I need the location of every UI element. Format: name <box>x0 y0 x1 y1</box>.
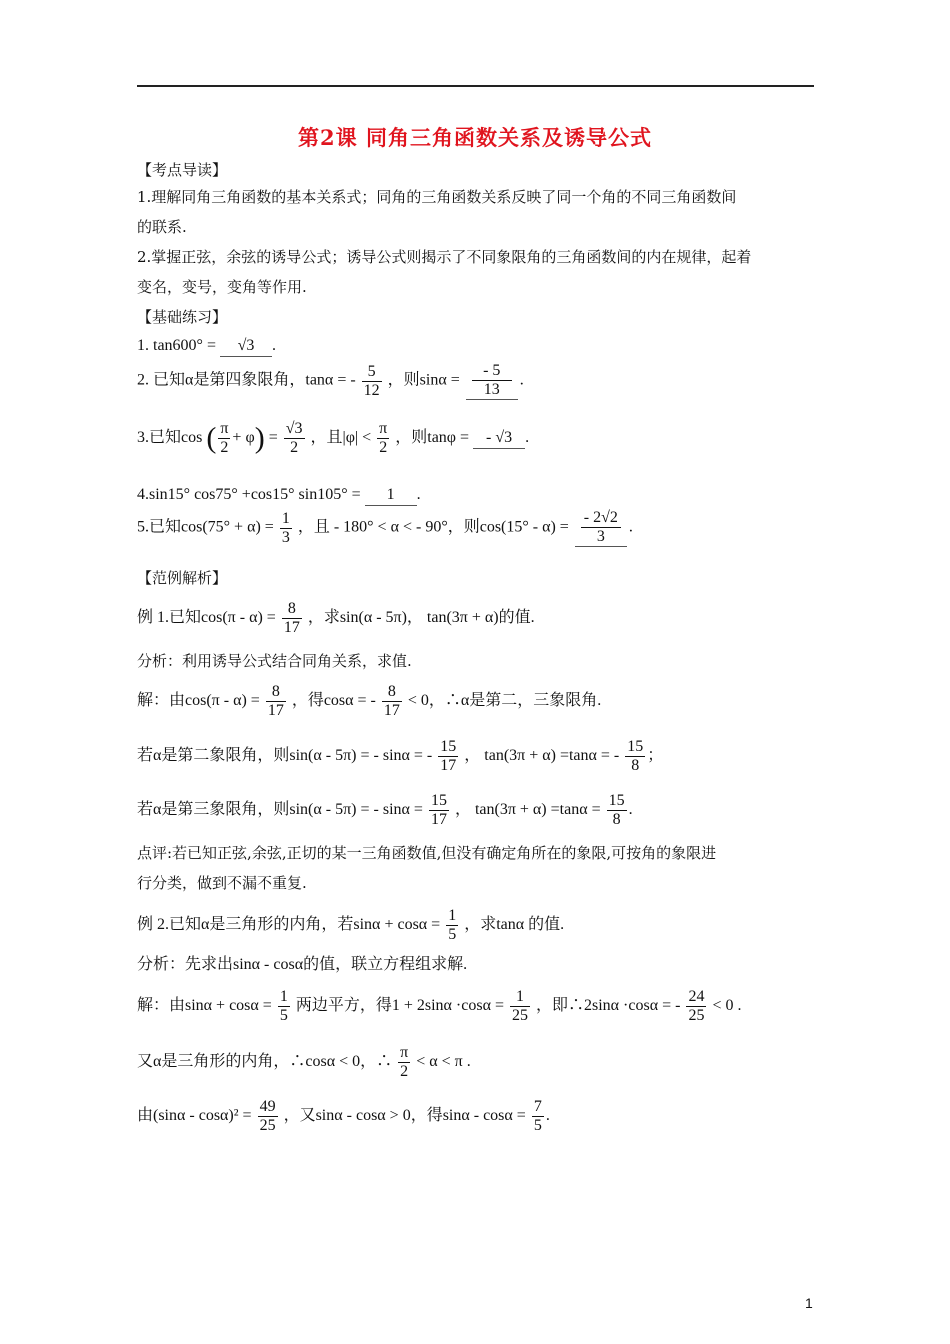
punct: . <box>628 518 633 536</box>
denominator: 12 <box>363 381 380 399</box>
right-paren: ) <box>254 421 265 455</box>
comment-line: 行分类，做到不漏不重复. <box>137 874 307 892</box>
solution-line <box>137 792 817 829</box>
solution-text: < α < π . <box>416 1053 471 1071</box>
exercise-4 <box>137 485 817 506</box>
solution-line <box>137 683 817 720</box>
fraction <box>382 683 402 720</box>
denominator: 17 <box>440 757 457 774</box>
section-heading: 【范例解析】 <box>137 569 228 587</box>
fraction <box>607 792 627 829</box>
page-title: 第2课 同角三角函数关系及诱导公式 <box>298 125 652 150</box>
fraction <box>438 738 458 775</box>
solution-text: ，即∴2sinα ·cosα = - <box>535 997 681 1015</box>
example-2 <box>137 907 817 944</box>
numerator: 49 <box>259 1098 276 1115</box>
fraction <box>362 363 382 400</box>
fraction <box>282 600 302 637</box>
solution-text: 又α是三角形的内角，∴cosα < 0，∴ <box>137 1053 393 1071</box>
fraction <box>377 420 389 457</box>
example-text: 例 1.已知cos(π - α) = <box>137 609 276 627</box>
exercise-text: 4.sin15° cos75° +cos15° sin105° = <box>137 486 361 503</box>
exercise-text: 5.已知cos(75° + α) = <box>137 518 274 536</box>
guide-line: 变名，变号，变角等作用. <box>137 278 307 296</box>
denominator: 17 <box>267 702 284 719</box>
exercise-5 <box>137 509 817 547</box>
fraction <box>446 907 458 944</box>
punct: . <box>271 337 276 354</box>
fraction <box>398 1044 410 1081</box>
numerator: 15 <box>627 738 644 755</box>
denominator: 5 <box>533 1117 542 1134</box>
numerator: 1 <box>281 509 290 527</box>
exercise-1 <box>137 336 817 357</box>
numerator: - 2√2 <box>581 509 621 528</box>
example-text: ，求tanα 的值. <box>464 916 565 934</box>
denominator: 2 <box>290 439 299 456</box>
numerator: π <box>400 1044 409 1061</box>
answer-blank: 1 <box>365 485 417 506</box>
fraction <box>278 988 290 1025</box>
denominator: 5 <box>448 926 457 943</box>
guide-line: 2.掌握正弦，余弦的诱导公式；诱导公式则揭示了不同象限角的三角函数间的内在规律，起着 <box>137 248 752 266</box>
fraction <box>625 738 645 775</box>
numerator: 5 <box>362 363 382 382</box>
punct: . <box>525 429 530 447</box>
solution-text: 解：由sinα + cosα = <box>137 997 272 1015</box>
denominator: 13 <box>483 381 500 398</box>
exercise-text: + φ <box>232 429 255 447</box>
answer-blank <box>466 362 518 400</box>
solution-text: 若α是第二象限角，则sin(α - 5π) = - sinα = - <box>137 747 433 765</box>
numerator: 24 <box>688 988 705 1005</box>
denominator: 25 <box>688 1007 705 1024</box>
fraction <box>686 988 706 1025</box>
solution-text: 解：由cos(π - α) = <box>137 692 260 710</box>
fraction <box>284 420 305 457</box>
fraction <box>429 792 449 829</box>
guide-line: 的联系. <box>137 218 187 236</box>
analysis-line: 分析：先求出sinα - cosα的值，联立方程组求解. <box>137 956 468 973</box>
denominator: 8 <box>631 757 640 774</box>
solution-text: 若α是第三象限角，则sin(α - 5π) = - sinα = <box>137 801 423 819</box>
denominator: 2 <box>220 439 229 456</box>
solution-line <box>137 1098 817 1135</box>
exercise-2 <box>137 362 817 400</box>
numerator: 8 <box>282 600 302 619</box>
denominator: 2 <box>400 1063 409 1080</box>
numerator: 15 <box>430 792 447 809</box>
exercise-text: ，且 - 180° < α < - 90°，则cos(15° - α) = <box>297 518 569 536</box>
fraction <box>266 683 286 720</box>
answer-blank: √3 <box>220 336 272 357</box>
numerator: 7 <box>533 1098 542 1115</box>
exercise-3 <box>137 420 817 457</box>
solution-line <box>137 988 817 1025</box>
analysis-line: 分析：利用诱导公式结合同角关系，求值. <box>137 652 412 670</box>
punct: . <box>416 486 421 503</box>
punct: . <box>519 371 524 389</box>
example-text: ，求sin(α - 5π)， tan(3π + α)的值. <box>307 609 535 627</box>
numerator: π <box>379 420 388 437</box>
punct: . <box>628 801 633 819</box>
fraction <box>258 1098 278 1135</box>
section-heading: 【基础练习】 <box>137 308 228 326</box>
punct: ； <box>647 747 664 765</box>
fraction <box>218 420 230 457</box>
denominator: 17 <box>430 811 447 828</box>
denominator: 2 <box>379 439 388 456</box>
section-heading: 【考点导读】 <box>137 161 228 179</box>
answer-blank: - √3 <box>473 428 525 449</box>
left-paren: ( <box>206 421 217 455</box>
numerator: 15 <box>440 738 457 755</box>
header-rule <box>137 85 814 87</box>
numerator: 15 <box>608 792 625 809</box>
numerator: 1 <box>448 907 457 924</box>
denominator: 17 <box>383 702 400 719</box>
solution-text: 两边平方，得1 + 2sinα ·cosα = <box>295 997 504 1015</box>
solution-line <box>137 738 817 775</box>
fraction <box>532 1098 544 1135</box>
exercise-text: = <box>268 429 278 447</box>
numerator: 8 <box>266 683 286 702</box>
numerator: 1 <box>279 988 288 1005</box>
comment-line: 点评:若已知正弦,余弦,正切的某一三角函数值,但没有确定角所在的象限,可按角的象限进 <box>137 844 717 862</box>
numerator: 1 <box>510 988 530 1007</box>
numerator: - 5 <box>472 362 512 381</box>
solution-text: ，得cosα = - <box>291 692 376 710</box>
denominator: 5 <box>279 1007 288 1024</box>
solution-text: < 0，∴α是第二，三象限角. <box>407 692 602 710</box>
denominator: 25 <box>511 1007 528 1024</box>
exercise-text: 1. tan600° = <box>137 337 216 354</box>
solution-text: ， tan(3π + α) =tanα = <box>454 801 601 819</box>
solution-text: < 0 . <box>712 997 742 1015</box>
numerator: √3 <box>285 420 303 437</box>
punct: . <box>545 1107 550 1125</box>
exercise-text: ，则tanφ = <box>395 429 470 447</box>
fraction <box>510 988 530 1025</box>
denominator: 8 <box>612 811 621 828</box>
numerator: π <box>220 420 229 437</box>
example-text: 例 2.已知α是三角形的内角，若sinα + cosα = <box>137 916 441 934</box>
example-1 <box>137 600 817 637</box>
exercise-text: ，则sinα = <box>387 371 460 389</box>
solution-line <box>137 1044 817 1081</box>
solution-text: ，又sinα - cosα > 0，得sinα - cosα = <box>283 1107 526 1125</box>
denominator: 3 <box>281 528 290 546</box>
denominator: 3 <box>596 528 605 545</box>
exercise-text: 2. 已知α是第四象限角，tanα = - <box>137 371 356 389</box>
answer-blank <box>575 509 627 547</box>
solution-text: 由(sinα - cosα)² = <box>137 1107 252 1125</box>
guide-line: 1.理解同角三角函数的基本关系式；同角的三角函数关系反映了同一个角的不同三角函数间 <box>137 188 737 206</box>
fraction <box>280 510 292 547</box>
exercise-text: ，且|φ| < <box>310 429 372 447</box>
solution-text: ， tan(3π + α) =tanα = - <box>464 747 620 765</box>
exercise-text: 3.已知cos <box>137 429 203 447</box>
page-number: 1 <box>805 1295 813 1311</box>
denominator: 17 <box>283 619 300 636</box>
numerator: 8 <box>382 683 402 702</box>
denominator: 25 <box>259 1117 276 1134</box>
